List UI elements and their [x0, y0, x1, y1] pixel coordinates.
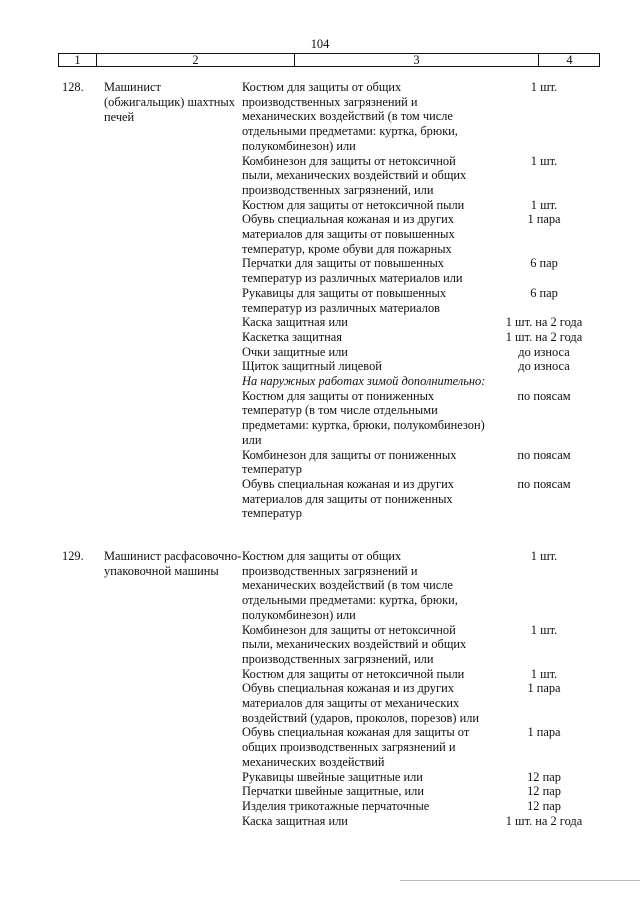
item-row	[0, 549, 640, 623]
item-row	[0, 198, 640, 213]
item-row	[0, 814, 640, 829]
item-description: Костюм для защиты от общих производственных загрязнений и механических воздействий (в том числе отдельными предметами: куртка, брюки, полукомбинезон) или	[242, 549, 458, 622]
item-description: На наружных работах зимой дополнительно:	[242, 374, 486, 389]
item-row	[0, 256, 640, 285]
item-quantity: 1 шт.	[530, 197, 558, 212]
item-description: Костюм для защиты от общих производственных загрязнений и механических воздействий (в том числе отдельными предметами: куртка, брюки, полукомбинезон) или	[242, 80, 458, 153]
footer-divider	[400, 880, 640, 881]
item-description: Костюм для защиты от нетоксичной пыли	[242, 666, 465, 681]
item-row	[0, 725, 640, 769]
header-col-2: 2	[97, 54, 295, 66]
item-row	[0, 784, 640, 799]
item-row	[0, 623, 640, 667]
entry-number: 129.	[62, 549, 84, 563]
item-quantity: 12 пар	[527, 769, 561, 784]
item-quantity: 1 шт.	[530, 549, 558, 563]
entry-number: 128.	[62, 80, 84, 94]
entry-profession: Машинист (обжигальщик) шахтных печей	[104, 80, 235, 124]
item-description: Каскетка защитная	[242, 329, 342, 344]
item-description: Комбинезон для защиты от нетоксичной пыли, механических воздействий и общих производственных загрязнений, или	[242, 622, 467, 666]
item-quantity: по поясам	[517, 388, 571, 403]
item-description: Перчатки для защиты от повышенных температур из различных материалов или	[242, 256, 463, 286]
item-description: Обувь специальная кожаная и из других материалов для защиты от пониженных температур	[242, 476, 454, 521]
item-description: Костюм для защиты от пониженных температур (в том числе отдельными предметами: куртка, брюки, полукомбинезон) или	[242, 388, 485, 447]
item-quantity: до износа	[518, 344, 570, 359]
item-quantity: 1 шт.	[530, 80, 558, 94]
item-quantity: по поясам	[517, 476, 571, 491]
item-row	[0, 681, 640, 725]
item-quantity: 1 шт.	[530, 622, 558, 637]
item-row	[0, 345, 640, 360]
header-col-1: 1	[59, 54, 97, 66]
item-quantity: 1 пара	[527, 681, 561, 696]
item-description: Обувь специальная кожаная для защиты от общих производственных загрязнений и механических воздействий	[242, 725, 470, 769]
item-description: Каска защитная или	[242, 813, 348, 828]
item-row	[0, 799, 640, 814]
item-quantity: 1 шт.	[530, 153, 558, 168]
item-row	[0, 154, 640, 198]
item-description: Каска защитная или	[242, 315, 348, 330]
item-quantity: 12 пар	[527, 784, 561, 799]
item-row	[0, 315, 640, 330]
item-description: Комбинезон для защиты от нетоксичной пыли, механических воздействий и общих производственных загрязнений, или	[242, 153, 467, 197]
item-quantity: по поясам	[517, 447, 571, 462]
item-description: Обувь специальная кожаная и из других материалов для защиты от повышенных температур, кроме обуви для пожарных	[242, 212, 455, 256]
item-row	[0, 330, 640, 345]
item-description: Рукавицы швейные защитные или	[242, 769, 423, 784]
item-quantity: 1 шт.	[530, 666, 558, 681]
item-description: Комбинезон для защиты от пониженных температур	[242, 447, 457, 477]
item-row	[0, 389, 640, 448]
item-quantity: 6 пар	[530, 285, 558, 300]
table-header	[58, 53, 600, 67]
item-quantity: до износа	[518, 359, 570, 374]
entry-items	[0, 549, 640, 828]
item-quantity: 6 пар	[530, 256, 558, 271]
item-row	[0, 80, 640, 154]
item-row	[0, 667, 640, 682]
item-row	[0, 448, 640, 477]
item-quantity: 12 пар	[527, 798, 561, 813]
entry-items	[0, 80, 640, 521]
entry-profession: Машинист расфасовочно-упаковочной машины	[104, 549, 242, 578]
item-description: Перчатки швейные защитные, или	[242, 784, 424, 799]
item-description: Щиток защитный лицевой	[242, 359, 382, 374]
header-col-4: 4	[566, 53, 573, 67]
item-row	[0, 286, 640, 315]
item-quantity: 1 шт. на 2 года	[505, 329, 583, 344]
item-row	[0, 359, 640, 374]
page-number: 104	[310, 37, 330, 51]
item-row	[0, 212, 640, 256]
header-col-3: 3	[295, 54, 539, 66]
item-quantity: 1 шт. на 2 года	[505, 813, 583, 828]
item-quantity: 1 шт. на 2 года	[505, 315, 583, 330]
section-note	[0, 374, 640, 389]
item-row	[0, 477, 640, 521]
item-description: Обувь специальная кожаная и из других материалов для защиты от механических воздействий (ударов, проколов, порезов) или	[242, 681, 480, 725]
item-description: Изделия трикотажные перчаточные	[242, 798, 430, 813]
item-quantity: 1 пара	[527, 725, 561, 740]
item-description: Костюм для защиты от нетоксичной пыли	[242, 197, 465, 212]
item-quantity: 1 пара	[527, 212, 561, 227]
item-row	[0, 770, 640, 785]
item-description: Рукавицы для защиты от повышенных температур из различных материалов	[242, 285, 447, 315]
item-description: Очки защитные или	[242, 344, 348, 359]
